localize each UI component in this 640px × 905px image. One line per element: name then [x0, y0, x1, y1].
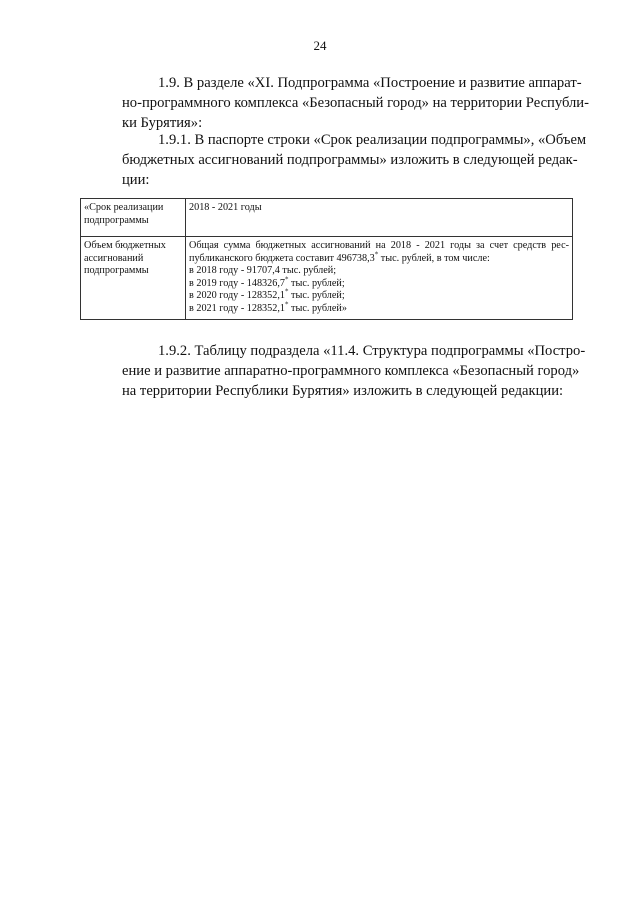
cell-text: 2018 - 2021 годы: [189, 202, 262, 213]
cell-text: в 2019 году - 148326,7: [189, 277, 285, 289]
paragraph-section-1-9: [86, 73, 589, 133]
cell-text-line: [189, 287, 569, 303]
cell-text: тыс. рублей;: [288, 290, 345, 302]
cell-text-line: [189, 250, 569, 266]
table-cell-label: [81, 237, 186, 320]
passport-table: [80, 198, 573, 320]
paragraph-line: ение и развитие аппаратно-программного комплекса «Безопасный город»: [122, 363, 580, 379]
paragraph-line: ки Бурятия»:: [122, 115, 203, 131]
cell-text: ассигнований: [84, 252, 144, 264]
footnote-marker: *: [284, 275, 289, 284]
paragraph-line: ции:: [122, 172, 150, 188]
paragraph-section-1-9-1: [86, 130, 587, 190]
page-number: 24: [313, 38, 327, 53]
paragraph-line: 1.9.2. Таблицу подраздела «11.4. Структура подпрограммы «Постро-: [158, 343, 586, 359]
table-row: [81, 237, 573, 320]
paragraph-line: на территории Республики Бурятия» изложить в следующей редакции:: [122, 383, 564, 399]
paragraph-line: но-программного комплекса «Безопасный город» на территории Республи-: [122, 95, 589, 111]
cell-text-line: [189, 300, 569, 316]
table-cell-label: [81, 199, 186, 237]
cell-text: в 2021 году - 128352,1: [189, 302, 285, 314]
cell-text: Общая сумма бюджетных ассигнований на 2018 - 2021 годы за счет средств рес-: [189, 240, 569, 251]
cell-text: тыс. рублей, в том числе:: [378, 252, 490, 264]
cell-text: тыс. рублей;: [288, 277, 345, 289]
paragraph-line: бюджетных ассигнований подпрограммы» изложить в следующей редак-: [122, 152, 578, 168]
cell-text: подпрограммы: [84, 214, 149, 226]
cell-text: публиканского бюджета составит 496738,3: [189, 252, 375, 264]
cell-text: «Срок реализации: [84, 202, 164, 213]
footnote-marker: *: [374, 250, 379, 259]
table-cell-value: [186, 237, 573, 320]
cell-text: подпрограммы: [84, 265, 149, 277]
paragraph-line: 1.9.1. В паспорте строки «Срок реализации подпрограммы», «Объем: [158, 132, 587, 148]
cell-text: в 2018 году - 91707,4 тыс. рублей;: [189, 265, 337, 277]
cell-text: тыс. рублей»: [288, 302, 347, 314]
cell-text: в 2020 году - 128352,1: [189, 290, 285, 302]
table-row: [81, 199, 573, 237]
cell-text: Объем бюджетных: [84, 240, 166, 251]
paragraph-line: 1.9. В разделе «XI. Подпрограмма «Построение и развитие аппарат-: [158, 75, 582, 91]
cell-text-line: [189, 275, 569, 291]
paragraph-section-1-9-2: [86, 341, 586, 401]
footnote-marker: *: [284, 300, 289, 309]
footnote-marker: *: [284, 287, 289, 296]
table-cell-value: [186, 199, 573, 237]
